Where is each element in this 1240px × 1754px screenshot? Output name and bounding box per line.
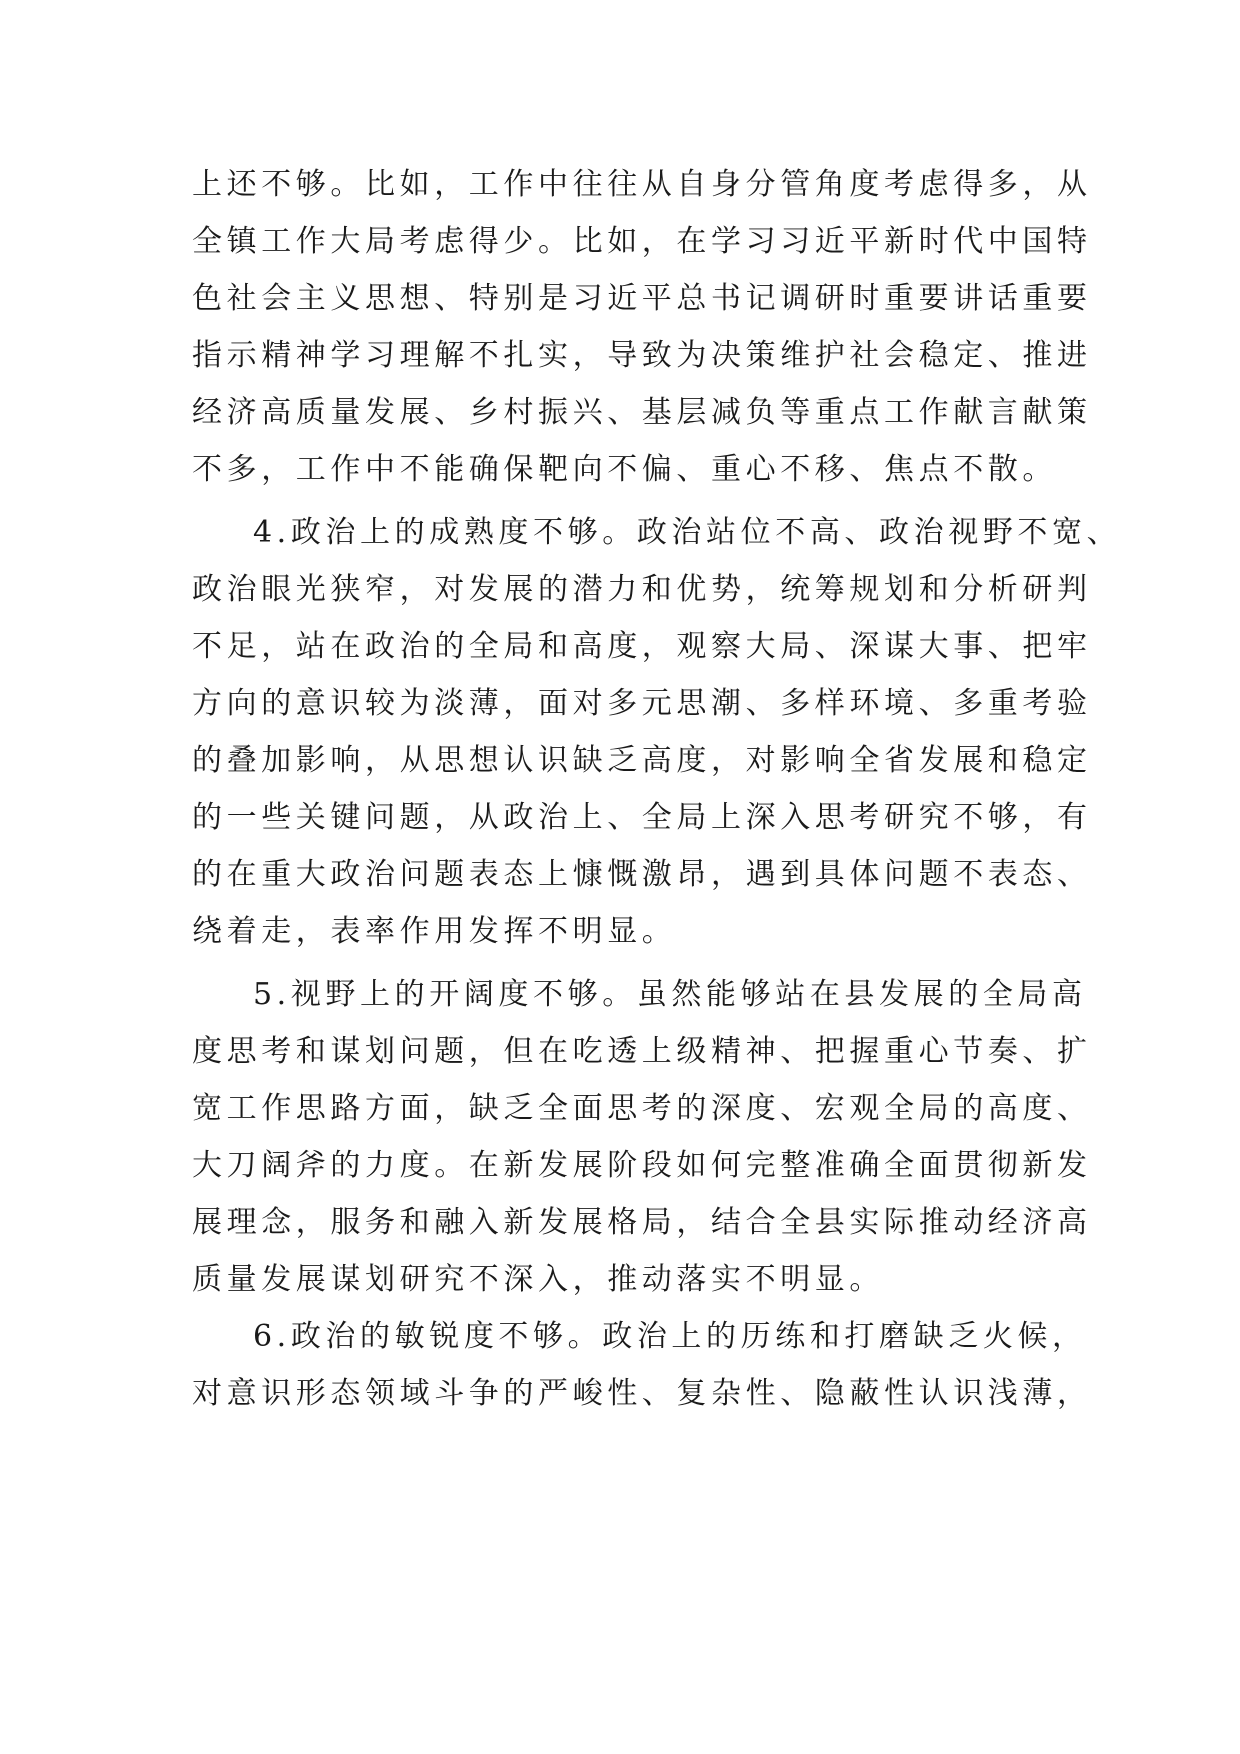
text-line: 的在重大政治问题表态上慷慨激昂，遇到具体问题不表态、 (192, 857, 1092, 892)
text-line: 色社会主义思想、特别是习近平总书记调研时重要讲话重要 (192, 281, 1092, 316)
text-line: 指示精神学习理解不扎实，导致为决策维护社会稳定、推进 (192, 338, 1092, 373)
text-line: 不多，工作中不能确保靶向不偏、重心不移、焦点不散。 (192, 452, 1057, 487)
text-line: 度思考和谋划问题，但在吃透上级精神、把握重心节奏、扩 (192, 1034, 1092, 1069)
text-line: 方向的意识较为淡薄，面对多元思潮、多样环境、多重考验 (192, 686, 1092, 721)
text-line: 绕着走，表率作用发挥不明显。 (192, 914, 677, 949)
text-line: 对意识形态领域斗争的严峻性、复杂性、隐蔽性认识浅薄， (192, 1376, 1092, 1411)
text-line: 5.视野上的开阔度不够。虽然能够站在县发展的全局高 (253, 977, 1087, 1012)
text-line: 全镇工作大局考虑得少。比如，在学习习近平新时代中国特 (192, 224, 1092, 259)
text-line: 质量发展谋划研究不深入，推动落实不明显。 (192, 1262, 884, 1297)
text-line: 经济高质量发展、乡村振兴、基层减负等重点工作献言献策 (192, 395, 1092, 430)
text-line: 6.政治的敏锐度不够。政治上的历练和打磨缺乏火候， (253, 1319, 1087, 1354)
paragraph-item-5 (192, 972, 1092, 1303)
text-line: 宽工作思路方面，缺乏全面思考的深度、宏观全局的高度、 (192, 1091, 1092, 1126)
document-body (192, 162, 1122, 1428)
text-line: 的一些关键问题，从政治上、全局上深入思考研究不够，有 (192, 800, 1092, 835)
paragraph-continuation (192, 162, 1092, 493)
text-line: 不足，站在政治的全局和高度，观察大局、深谋大事、把牢 (192, 629, 1092, 664)
text-line: 展理念，服务和融入新发展格局，结合全县实际推动经济高 (192, 1205, 1092, 1240)
text-line: 的叠加影响，从思想认识缺乏高度，对影响全省发展和稳定 (192, 743, 1092, 778)
paragraph-item-6 (192, 1314, 1092, 1417)
text-line: 政治眼光狭窄，对发展的潜力和优势，统筹规划和分析研判 (192, 572, 1092, 607)
text-line: 4.政治上的成熟度不够。政治站位不高、政治视野不宽、 (253, 515, 1122, 550)
text-line: 大刀阔斧的力度。在新发展阶段如何完整准确全面贯彻新发 (192, 1148, 1092, 1183)
text-line: 上还不够。比如，工作中往往从自身分管角度考虑得多，从 (192, 167, 1092, 202)
paragraph-item-4 (192, 510, 1122, 955)
